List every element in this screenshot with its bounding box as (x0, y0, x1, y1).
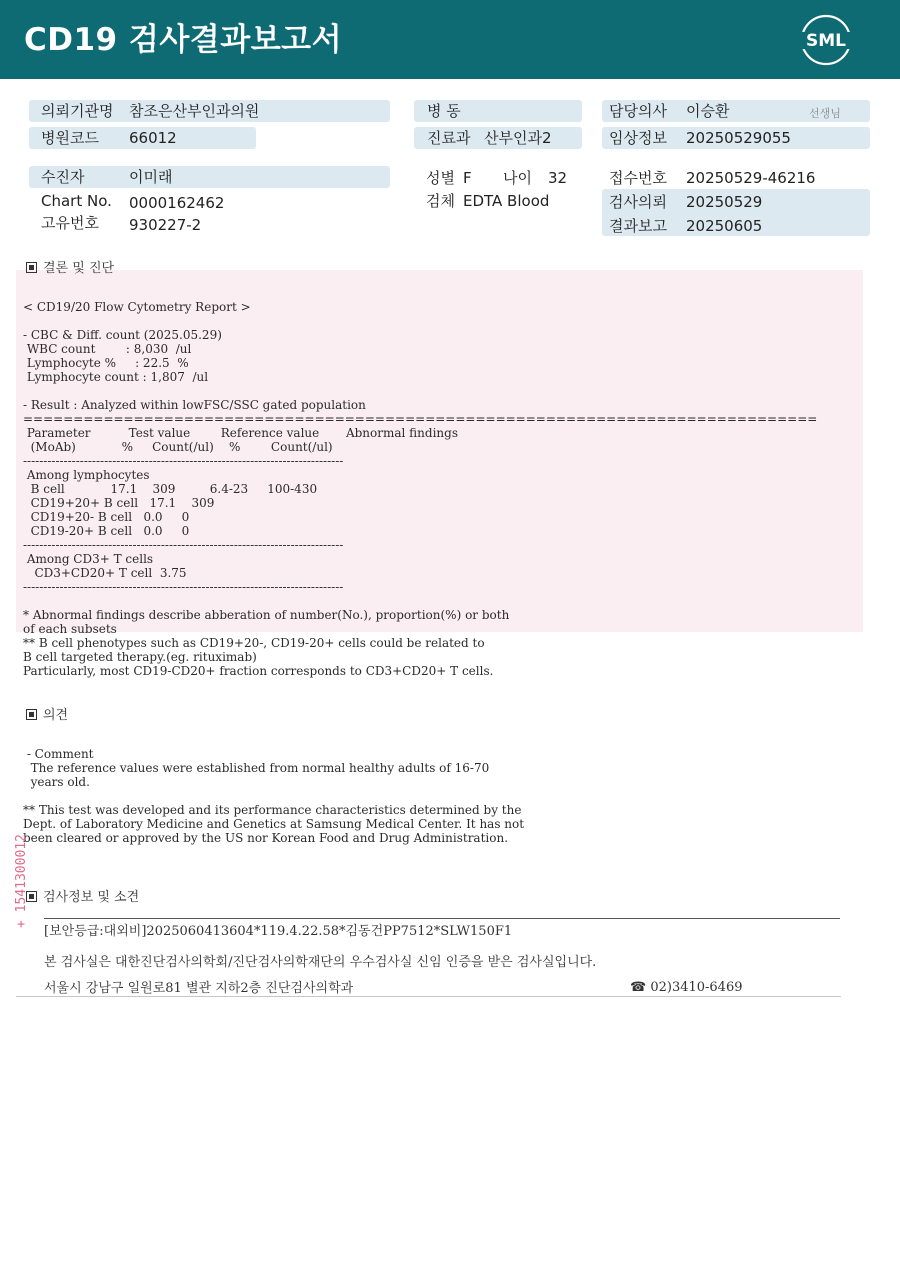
hospital-code-value: 66012 (129, 129, 177, 147)
lab-address: 서울시 강남구 일원로81 별관 지하2층 진단검사의학과 (44, 981, 354, 996)
chart-no-label: Chart No. (41, 192, 112, 210)
comment-text: - Comment The reference values were established from normal healthy adults of 16-70 years old. ** This test was developed and its performance characteristics determined by the Dept. of Laboratory Medicine and Genetics at Samsung Medical Center. It has not been cleared or approved by the US nor Korean Food and Drug Administration. (23, 747, 525, 845)
checkbox-icon (26, 891, 37, 902)
conclusion-section-title: 결론 및 진단 (26, 257, 114, 276)
checkbox-icon (26, 709, 37, 720)
unique-no-value: 930227-2 (129, 216, 202, 234)
report-title: CD19 검사결과보고서 (24, 22, 343, 58)
flow-cytometry-report-text: < CD19/20 Flow Cytometry Report > - CBC & Diff. count (2025.05.29) WBC count : 8,030 /ul Lymphocyte % : 22.5 % Lymphocyte count : 1,807 /ul - Result : Analyzed within lowFSC/SSC gated population =============================================================================== Parameter Test value Reference value Abnormal findings (MoAb) % Count(/ul) % Count(/ul) ------------------------------------------------------------------------------- Among lymphocytes B cell 17.1 309 6.4-23 100-430 CD19+20+ B cell 17.1 309 CD19+20- B cell 0.0 0 CD19-20+ B cell 0.0 0 ------------------------------------------------------------------------------- Among CD3+ T cells CD3+CD20+ T cell 3.75 ------------------------------------------------------------------------------- * Abnormal findings describe abberation of number(No.), proportion(%) or both of each subsets ** B cell phenotypes such as CD19+20-, CD19-20+ cells could be related to B cell targeted therapy.(eg. rituximab) Particularly, most CD19-CD20+ fraction corresponds to CD3+CD20+ T cells. (23, 300, 818, 678)
clinical-info-label: 임상정보 (609, 129, 667, 147)
clinical-info-value: 20250529055 (686, 129, 791, 147)
ward-label: 병 동 (427, 102, 461, 120)
opinion-section-title: 의견 (26, 704, 68, 723)
security-line: [보안등급:대외비]2025060413604*119.4.22.58*김동건PP7512*SLW150F1 (44, 924, 513, 939)
test-info-section-title: 검사정보 및 소견 (26, 886, 139, 905)
checkbox-icon (26, 262, 37, 273)
unique-no-label: 고유번호 (41, 214, 99, 232)
department-value: 산부인과2 (484, 129, 552, 147)
lab-phone: ☎ 02)3410-6469 (630, 980, 743, 995)
request-date-value: 20250529 (686, 193, 763, 211)
physician-value: 이승환 (686, 102, 730, 120)
age-label: 나이 (503, 169, 532, 187)
sex-value: F (463, 169, 472, 187)
side-stamp-text: + 1541300012 (14, 834, 29, 928)
report-date-label: 결과보고 (609, 217, 667, 235)
side-stamp (8, 790, 34, 930)
age-value: 32 (548, 169, 568, 187)
request-date-label: 검사의뢰 (609, 193, 667, 211)
security-divider (44, 918, 840, 919)
sml-logo-text: SML (806, 31, 846, 51)
specimen-label: 검체 (426, 192, 455, 210)
physician-label: 담당의사 (609, 102, 667, 120)
examinee-label: 수진자 (41, 168, 85, 186)
report-date-value: 20250605 (686, 217, 763, 235)
hospital-code-label: 병원코드 (41, 129, 99, 147)
sex-label: 성별 (426, 169, 455, 187)
department-label: 진료과 (427, 129, 471, 147)
physician-suffix: 선생님 (809, 107, 841, 120)
chart-no-value: 0000162462 (129, 194, 225, 212)
receipt-no-label: 접수번호 (609, 169, 667, 187)
certification-text: 본 검사실은 대한진단검사의학회/진단검사의학재단의 우수검사실 신임 인증을 받은 검사실입니다. (44, 955, 597, 970)
scan-bottom-line (16, 996, 841, 997)
specimen-value: EDTA Blood (463, 192, 550, 210)
requesting-org-value: 참조은산부인과의원 (129, 102, 260, 120)
examinee-value: 이미래 (129, 168, 173, 186)
report-header (0, 0, 900, 79)
requesting-org-label: 의뢰기관명 (41, 102, 114, 120)
sml-logo (796, 12, 856, 68)
receipt-no-value: 20250529-46216 (686, 169, 816, 187)
